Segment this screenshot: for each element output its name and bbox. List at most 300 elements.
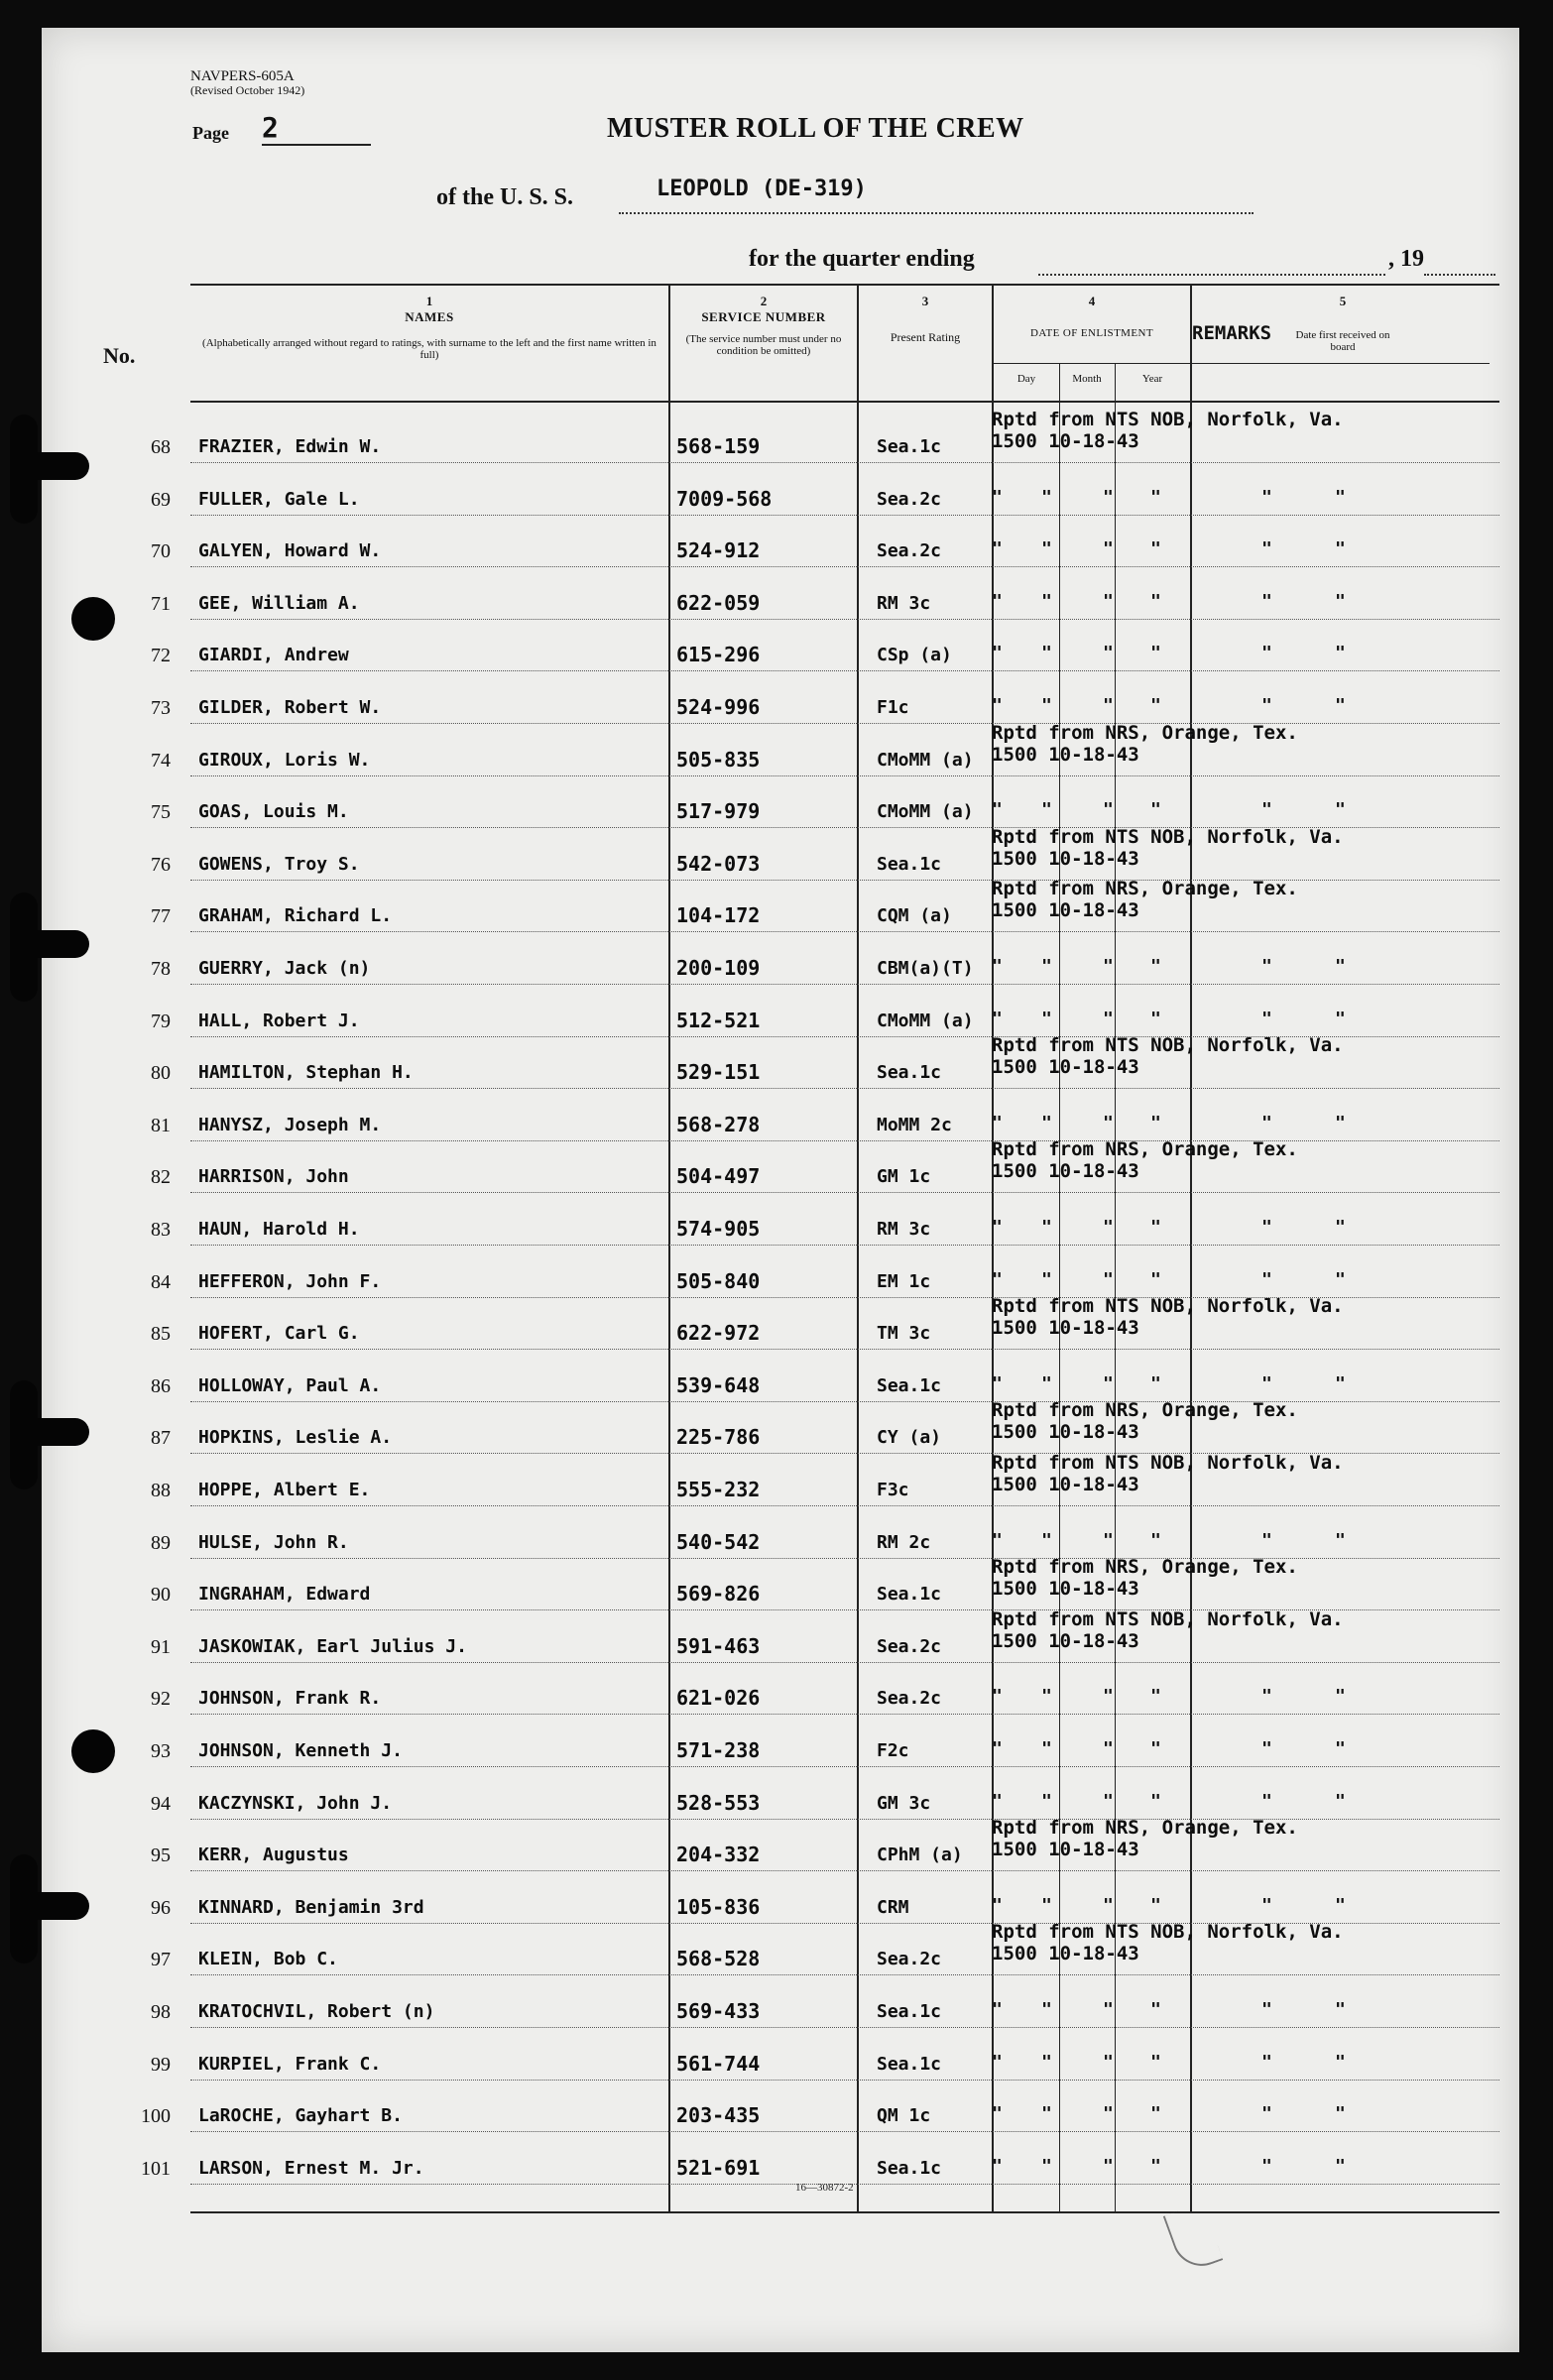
row-number: 74 (151, 749, 171, 772)
remark-line-2: 1500 10-18-43 (992, 1943, 1139, 1965)
ditto-mark: " (992, 1686, 1003, 1708)
rating-column-title: Present Rating (890, 330, 961, 344)
crew-name: KURPIEL, Frank C. (198, 2053, 382, 2075)
crew-name: JOHNSON, Kenneth J. (198, 1740, 403, 1761)
row-number: 97 (151, 1949, 171, 1971)
crew-name: GILDER, Robert W. (198, 697, 382, 718)
service-number: 591-463 (676, 1633, 761, 1658)
remark-line-2: 1500 10-18-43 (992, 847, 1139, 870)
service-number: 539-648 (676, 1372, 761, 1397)
crew-name: GIARDI, Andrew (198, 645, 349, 666)
service-column-number: 2 (760, 294, 768, 308)
ditto-mark: " (1335, 1372, 1346, 1394)
row-rule (190, 1819, 1499, 1820)
ditto-mark: " (1041, 799, 1052, 821)
table-row (42, 1138, 1519, 1199)
row-number: 72 (151, 645, 171, 667)
received-column-header (1194, 294, 1492, 353)
crew-name: KERR, Augustus (198, 1844, 349, 1866)
ditto-mark: " (1335, 2051, 1346, 2073)
ditto-mark: " (1041, 2155, 1052, 2177)
ship-label: of the U. S. S. (436, 184, 574, 210)
remark-line-2: 1500 10-18-43 (992, 899, 1139, 922)
form-number: NAVPERS-605A (190, 68, 295, 84)
remark-line-1: Rptd from NRS, Orange, Tex. (992, 1817, 1298, 1840)
ditto-mark: " (1261, 1894, 1272, 1916)
table-row (42, 1607, 1519, 1669)
ditto-mark: " (1335, 1529, 1346, 1551)
present-rating: QM 1c (877, 2105, 931, 2127)
crew-name: FULLER, Gale L. (198, 488, 360, 510)
present-rating: Sea.2c (877, 488, 942, 510)
crew-name: GIROUX, Loris W. (198, 749, 371, 771)
ditto-mark: " (1150, 1686, 1161, 1708)
service-number: 555-232 (676, 1478, 761, 1501)
service-number: 203-435 (676, 2103, 761, 2128)
row-number: 91 (151, 1635, 171, 1658)
remark-line-1: Rptd from NTS NOB, Norfolk, Va. (992, 409, 1344, 430)
binder-clip-2 (0, 892, 69, 1002)
present-rating: Sea.1c (877, 1062, 942, 1084)
crew-name: HULSE, John R. (198, 1531, 349, 1553)
received-column-number: 5 (1339, 294, 1347, 308)
ditto-mark: " (1261, 956, 1272, 977)
ditto-mark: " (1150, 1999, 1161, 2020)
present-rating: CRM (877, 1896, 909, 1918)
service-number: 7009-568 (676, 486, 773, 511)
remark-line-2: 1500 10-18-43 (992, 430, 1139, 452)
ditto-mark: " (992, 1217, 1003, 1238)
remark-line-2: 1500 10-18-43 (992, 1578, 1139, 1601)
day-subheader: Day (1016, 373, 1036, 385)
table-row (42, 2034, 1519, 2086)
binder-clip-3 (0, 1380, 69, 1489)
service-number: 542-073 (676, 851, 761, 876)
ditto-mark: " (1041, 590, 1052, 612)
row-rule (190, 1349, 1499, 1350)
ditto-mark: " (1103, 1372, 1114, 1394)
ditto-mark: " (1261, 590, 1272, 612)
ditto-mark: " (1041, 956, 1052, 977)
service-column-title: SERVICE NUMBER (701, 309, 826, 324)
page-number: 2 (262, 111, 371, 146)
ditto-mark: " (1103, 1217, 1114, 1238)
row-rule (190, 2027, 1499, 2028)
crew-name: KACZYNSKI, John J. (198, 1792, 393, 1814)
ditto-mark: " (992, 695, 1003, 716)
table-row (42, 1981, 1519, 2034)
form-identifier (190, 69, 304, 97)
service-number: 568-528 (676, 1947, 761, 1971)
service-number: 561-744 (676, 2051, 761, 2076)
crew-name: INGRAHAM, Edward (198, 1584, 371, 1606)
row-number: 83 (151, 1219, 171, 1241)
service-number: 524-912 (676, 538, 761, 563)
row-number: 81 (151, 1114, 171, 1136)
service-number: 622-059 (676, 590, 761, 615)
ditto-mark: " (992, 1268, 1003, 1290)
service-number: 104-172 (676, 903, 761, 928)
ditto-mark: " (1150, 1268, 1161, 1290)
present-rating: F1c (877, 697, 909, 718)
ditto-mark: " (992, 1894, 1003, 1916)
ditto-mark: " (1150, 2155, 1161, 2177)
ditto-mark: " (1335, 1008, 1346, 1029)
row-number: 86 (151, 1374, 171, 1397)
ditto-mark: " (1261, 1790, 1272, 1812)
remark-line-1: Rptd from NTS NOB, Norfolk, Va. (992, 825, 1344, 848)
month-subheader: Month (1072, 373, 1102, 385)
ditto-mark: " (992, 538, 1003, 560)
ditto-mark: " (1150, 2103, 1161, 2125)
service-number: 615-296 (676, 643, 761, 667)
service-number: 568-159 (676, 434, 761, 458)
row-rule (190, 462, 1499, 463)
names-column-title: NAMES (405, 309, 454, 324)
ditto-mark: " (1103, 695, 1114, 716)
present-rating: Sea.2c (877, 1635, 942, 1657)
remark-line-2: 1500 10-18-43 (992, 1629, 1139, 1652)
table-row (42, 625, 1519, 677)
service-number: 505-835 (676, 747, 761, 772)
present-rating: MoMM 2c (877, 1114, 952, 1135)
crew-name: LARSON, Ernest M. Jr. (198, 2157, 424, 2179)
remark-line-2: 1500 10-18-43 (992, 743, 1139, 766)
year-label: , 19 (1388, 246, 1424, 272)
crew-name: GEE, William A. (198, 592, 360, 614)
present-rating: Sea.1c (877, 436, 942, 457)
row-number: 85 (151, 1323, 171, 1346)
ditto-mark: " (1150, 538, 1161, 560)
crew-name: HOPPE, Albert E. (198, 1480, 371, 1500)
crew-name: HOFERT, Carl G. (198, 1323, 360, 1345)
row-number: 92 (151, 1688, 171, 1711)
crew-name: HAMILTON, Stephan H. (198, 1062, 414, 1084)
ditto-mark: " (992, 1008, 1003, 1029)
row-number: 88 (151, 1480, 171, 1501)
ditto-mark: " (1150, 1894, 1161, 1916)
ditto-mark: " (1261, 1686, 1272, 1708)
ditto-mark: " (1261, 695, 1272, 716)
ditto-mark: " (992, 1529, 1003, 1551)
row-number: 78 (151, 958, 171, 980)
row-number: 76 (151, 853, 171, 876)
present-rating: Sea.1c (877, 2157, 942, 2179)
service-number: 524-996 (676, 695, 761, 719)
received-column-title: Date first received on board (1295, 329, 1390, 353)
ditto-mark: " (1103, 2103, 1114, 2125)
row-rule (190, 1505, 1499, 1506)
ditto-mark: " (1150, 1112, 1161, 1133)
row-number: 69 (151, 488, 171, 511)
ditto-mark: " (1335, 2103, 1346, 2125)
present-rating: CQM (a) (877, 905, 952, 927)
table-row (42, 878, 1519, 938)
crew-name: GUERRY, Jack (n) (198, 958, 371, 979)
ditto-mark: " (992, 2051, 1003, 2073)
table-row (42, 409, 1519, 469)
ditto-mark: " (992, 2103, 1003, 2125)
ditto-mark: " (1103, 956, 1114, 977)
ditto-mark: " (1103, 1999, 1114, 2020)
row-number: 90 (151, 1584, 171, 1606)
muster-roll-page (42, 28, 1519, 2352)
ditto-mark: " (1103, 1738, 1114, 1759)
ditto-mark: " (1041, 2103, 1052, 2125)
service-column-header (672, 294, 855, 357)
service-number: 622-972 (676, 1321, 761, 1346)
ditto-mark: " (1261, 1738, 1272, 1759)
ditto-mark: " (1261, 1217, 1272, 1238)
ditto-mark: " (1150, 956, 1161, 977)
form-revision: (Revised October 1942) (190, 83, 305, 97)
service-number: 528-553 (676, 1790, 761, 1815)
service-number: 200-109 (676, 956, 761, 980)
row-number: 71 (151, 592, 171, 615)
present-rating: CMoMM (a) (877, 1010, 974, 1031)
ditto-mark: " (1335, 1738, 1346, 1759)
ditto-mark: " (1261, 1268, 1272, 1290)
ditto-mark: " (1261, 2103, 1272, 2125)
table-row (42, 1721, 1519, 1773)
row-rule (190, 1245, 1499, 1246)
remark-line-1: Rptd from NRS, Orange, Tex. (992, 721, 1298, 744)
row-number: 75 (151, 801, 171, 824)
row-rule (190, 2131, 1499, 2132)
present-rating: Sea.2c (877, 1949, 942, 1970)
table-row (42, 1034, 1519, 1095)
crew-name: KINNARD, Benjamin 3rd (198, 1896, 424, 1918)
ditto-mark: " (1150, 1738, 1161, 1759)
ditto-mark: " (992, 1372, 1003, 1394)
table-row (42, 2138, 1519, 2191)
service-number: 574-905 (676, 1217, 761, 1241)
ditto-mark: " (1103, 2051, 1114, 2073)
quarter-line (1038, 274, 1385, 276)
no-column-header: No. (103, 343, 136, 368)
ditto-mark: " (1150, 1217, 1161, 1238)
service-number: 521-691 (676, 2155, 761, 2180)
service-column-note: (The service number must under no condition be omitted) (685, 333, 842, 357)
crew-name: HEFFERON, John F. (198, 1270, 382, 1292)
ditto-mark: " (1103, 1529, 1114, 1551)
remark-line-2: 1500 10-18-43 (992, 1056, 1139, 1079)
ditto-mark: " (1041, 1372, 1052, 1394)
ditto-mark: " (1041, 538, 1052, 560)
punch-hole-1 (71, 597, 115, 641)
ditto-mark: " (1041, 1686, 1052, 1708)
ditto-mark: " (1041, 1738, 1052, 1759)
remark-line-2: 1500 10-18-43 (992, 1317, 1139, 1340)
table-row (42, 721, 1519, 782)
ditto-mark: " (1041, 1894, 1052, 1916)
present-rating: Sea.1c (877, 2001, 942, 2022)
row-number: 70 (151, 540, 171, 563)
enlist-column-number: 4 (1088, 294, 1096, 308)
present-rating: EM 1c (877, 1270, 931, 1292)
ditto-mark: " (1261, 1372, 1272, 1394)
row-number: 80 (151, 1062, 171, 1085)
remark-line-1: Rptd from NTS NOB, Norfolk, Va. (992, 1921, 1344, 1944)
crew-name: HOLLOWAY, Paul A. (198, 1374, 382, 1396)
ditto-mark: " (1150, 1372, 1161, 1394)
ditto-mark: " (1335, 1894, 1346, 1916)
table-row (42, 1817, 1519, 1877)
ditto-mark: " (1150, 590, 1161, 612)
crew-name: FRAZIER, Edwin W. (198, 436, 382, 457)
row-number: 79 (151, 1010, 171, 1032)
remark-line-2: 1500 10-18-43 (992, 1839, 1139, 1861)
ditto-mark: " (1335, 2155, 1346, 2177)
table-row (42, 1921, 1519, 1981)
crew-name: HANYSZ, Joseph M. (198, 1114, 382, 1135)
row-number: 98 (151, 2001, 171, 2023)
present-rating: Sea.2c (877, 1688, 942, 1710)
ditto-mark: " (992, 956, 1003, 977)
ditto-mark: " (1335, 1790, 1346, 1812)
row-number: 99 (151, 2053, 171, 2076)
ditto-mark: " (1041, 1790, 1052, 1812)
crew-name: JOHNSON, Frank R. (198, 1688, 382, 1710)
row-rule (190, 1870, 1499, 1871)
service-number: 569-826 (676, 1582, 761, 1606)
names-column-note: (Alphabetically arranged without regard to ratings, with surname to the left and the first name written in full) (202, 337, 657, 361)
row-rule (190, 1714, 1499, 1715)
service-number: 540-542 (676, 1529, 761, 1554)
service-number: 505-840 (676, 1268, 761, 1293)
table-row (42, 2085, 1519, 2138)
present-rating: Sea.1c (877, 1374, 942, 1396)
crew-name: GOWENS, Troy S. (198, 853, 360, 875)
row-number: 101 (141, 2157, 171, 2180)
remark-line-1: Rptd from NRS, Orange, Tex. (992, 1399, 1298, 1422)
ditto-mark: " (1103, 538, 1114, 560)
ditto-mark: " (1103, 1790, 1114, 1812)
names-column-number: 1 (425, 294, 433, 308)
crew-name: HOPKINS, Leslie A. (198, 1427, 393, 1449)
present-rating: F2c (877, 1740, 909, 1761)
ditto-mark: " (1150, 1529, 1161, 1551)
row-rule (190, 880, 1499, 881)
ditto-mark: " (992, 1112, 1003, 1133)
row-number: 95 (151, 1844, 171, 1867)
header-bottom-rule (190, 401, 1499, 403)
service-number: 204-332 (676, 1843, 761, 1867)
table-row (42, 1295, 1519, 1356)
ditto-mark: " (1103, 2155, 1114, 2177)
table-row (42, 1668, 1519, 1721)
crew-name: LaROCHE, Gayhart B. (198, 2105, 403, 2127)
ditto-mark: " (1041, 2051, 1052, 2073)
row-number: 73 (151, 697, 171, 719)
ditto-mark: " (1335, 1112, 1346, 1133)
ditto-mark: " (1150, 695, 1161, 716)
crew-name: GRAHAM, Richard L. (198, 905, 393, 927)
ditto-mark: " (1103, 643, 1114, 664)
row-number: 77 (151, 905, 171, 928)
row-rule (190, 1974, 1499, 1975)
ditto-mark: " (1041, 1217, 1052, 1238)
present-rating: CBM(a)(T) (877, 958, 974, 979)
present-rating: CMoMM (a) (877, 749, 974, 771)
present-rating: RM 3c (877, 592, 931, 614)
service-number: 621-026 (676, 1686, 761, 1711)
table-row (42, 1452, 1519, 1512)
binder-clip-4 (0, 1854, 69, 1964)
ditto-mark: " (1335, 1268, 1346, 1290)
ditto-mark: " (1041, 1008, 1052, 1029)
ditto-mark: " (1335, 799, 1346, 821)
row-rule (190, 1088, 1499, 1089)
table-top-rule (190, 284, 1499, 286)
ditto-mark: " (992, 2155, 1003, 2177)
row-number: 68 (151, 436, 171, 458)
present-rating: TM 3c (877, 1323, 931, 1345)
row-rule (190, 670, 1499, 671)
row-rule (190, 619, 1499, 620)
ditto-mark: " (1335, 538, 1346, 560)
present-rating: Sea.1c (877, 2053, 942, 2075)
ditto-mark: " (1261, 2051, 1272, 2073)
service-number: 529-151 (676, 1060, 761, 1085)
ditto-mark: " (1335, 1217, 1346, 1238)
page-title: MUSTER ROLL OF THE CREW (607, 113, 1024, 144)
enlist-column-title: DATE OF ENLISTMENT (1030, 327, 1153, 339)
ditto-mark: " (1261, 643, 1272, 664)
service-number: 568-278 (676, 1112, 761, 1136)
year-subheader: Year (1141, 373, 1163, 385)
row-rule (190, 1662, 1499, 1663)
service-number: 569-433 (676, 1999, 761, 2023)
ditto-mark: " (1103, 590, 1114, 612)
ship-name: LEOPOLD (DE-319) (657, 177, 867, 201)
remark-line-1: Rptd from NTS NOB, Norfolk, Va. (992, 1452, 1344, 1474)
punch-hole-2 (71, 1729, 115, 1773)
present-rating: CMoMM (a) (877, 801, 974, 823)
ditto-mark: " (992, 799, 1003, 821)
ditto-mark: " (1103, 799, 1114, 821)
ditto-mark: " (1261, 486, 1272, 508)
rating-column-number: 3 (921, 294, 929, 308)
crew-name: HARRISON, John (198, 1166, 349, 1188)
ditto-mark: " (1150, 486, 1161, 508)
remark-line-2: 1500 10-18-43 (992, 1474, 1139, 1495)
present-rating: Sea.2c (877, 540, 942, 562)
present-rating: CSp (a) (877, 645, 952, 666)
ditto-mark: " (1335, 486, 1346, 508)
present-rating: Sea.1c (877, 853, 942, 875)
ditto-mark: " (1103, 1268, 1114, 1290)
row-rule (190, 2080, 1499, 2081)
table-row (42, 1199, 1519, 1251)
row-number: 93 (151, 1740, 171, 1762)
ditto-mark: " (992, 1790, 1003, 1812)
row-number: 84 (151, 1270, 171, 1293)
names-column-header (200, 294, 658, 361)
row-rule (190, 775, 1499, 776)
remark-line-1: Rptd from NRS, Orange, Tex. (992, 1556, 1298, 1579)
service-number: 225-786 (676, 1425, 761, 1450)
ditto-mark: " (1041, 1112, 1052, 1133)
ditto-mark: " (1335, 695, 1346, 716)
ditto-mark: " (1261, 799, 1272, 821)
table-row (42, 938, 1519, 991)
ditto-mark: " (1261, 1008, 1272, 1029)
present-rating: CY (a) (877, 1427, 942, 1449)
present-rating: CPhM (a) (877, 1844, 963, 1866)
ditto-mark: " (1103, 486, 1114, 508)
remark-line-2: 1500 10-18-43 (992, 1421, 1139, 1444)
